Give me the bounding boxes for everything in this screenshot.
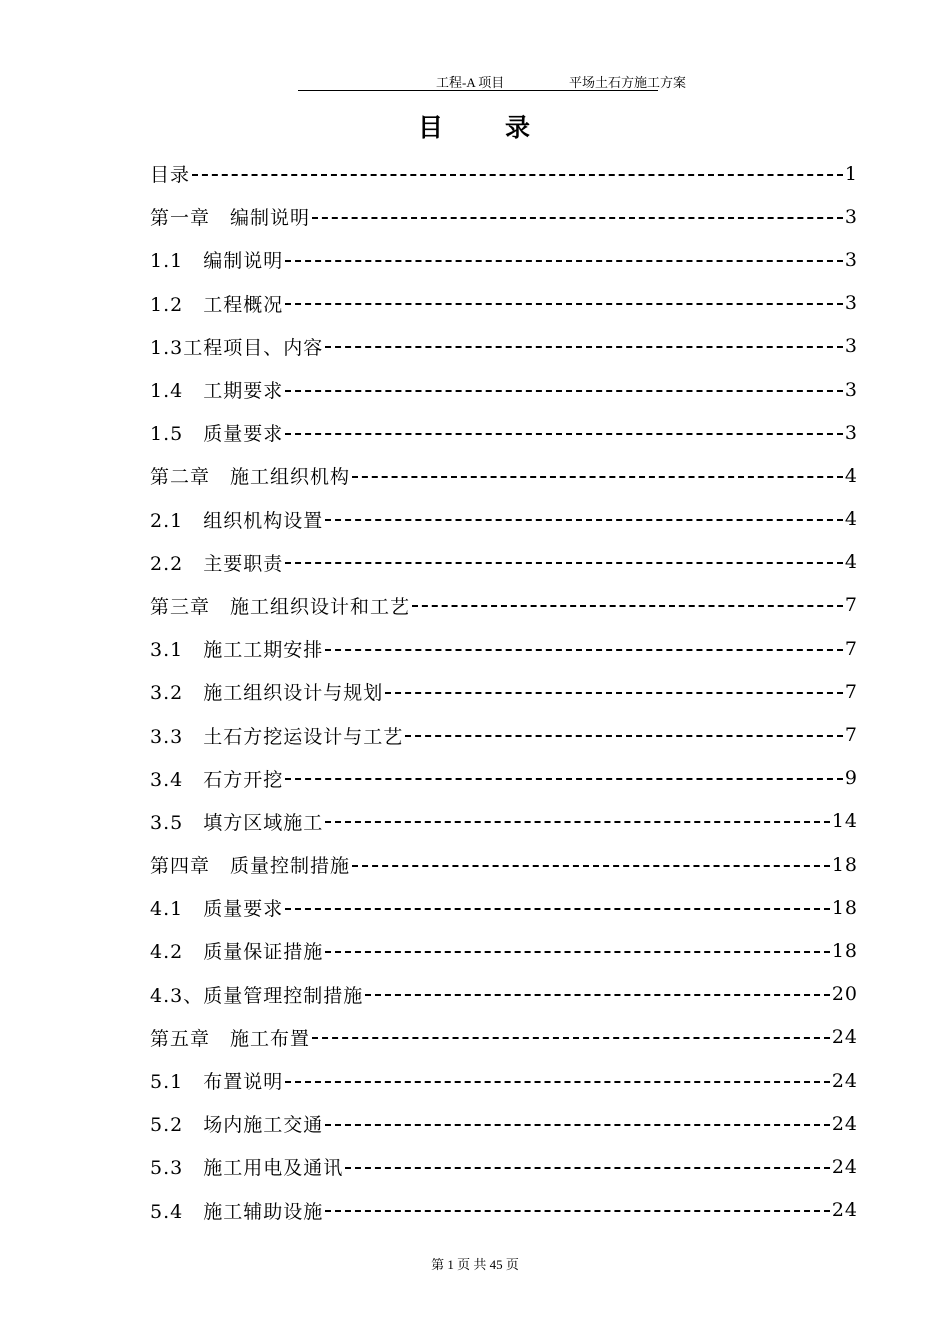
toc-entry[interactable] (150, 325, 858, 368)
toc-leader-line (285, 1081, 830, 1083)
toc-entry-page: 1 (844, 162, 858, 185)
toc-entry-label: 1.5 质量要求 (150, 423, 284, 446)
toc-leader-line (352, 476, 843, 478)
toc-leader-line (285, 778, 843, 780)
toc-entry-page: 3 (844, 248, 858, 271)
toc-entry-page: 24 (831, 1069, 858, 1092)
toc-leader-line (352, 865, 830, 867)
toc-entry-label: 3.5 填方区域施工 (150, 811, 324, 834)
page-footer: 第 1 页 共 45 页 (431, 1257, 519, 1272)
toc-entry-page: 24 (831, 1155, 858, 1178)
toc-entry-label: 第四章 质量控制措施 (150, 855, 351, 878)
toc-entry-label: 3.3 土石方挖运设计与工艺 (150, 725, 404, 748)
toc-entry-label: 1.2 工程概况 (150, 293, 284, 316)
toc-leader-line (325, 821, 830, 823)
toc-entry-label: 目录 (150, 164, 191, 187)
toc-leader-line (412, 605, 843, 607)
toc-entry-page: 3 (844, 292, 858, 315)
toc-leader-line (285, 390, 843, 392)
toc-entry[interactable] (150, 757, 858, 800)
toc-leader-line (285, 562, 843, 564)
toc-entry-label: 第三章 施工组织设计和工艺 (150, 595, 411, 618)
toc-leader-line (405, 735, 843, 737)
toc-entry[interactable] (150, 238, 858, 281)
toc-entry[interactable] (150, 1059, 858, 1102)
toc-leader-line (325, 1124, 830, 1126)
toc-entry-label: 4.3、质量管理控制措施 (150, 984, 364, 1007)
toc-entry-page: 9 (844, 767, 858, 790)
toc-entry-page: 7 (844, 680, 858, 703)
toc-entry[interactable] (150, 454, 858, 497)
toc-entry[interactable] (150, 843, 858, 886)
toc-entry-page: 24 (831, 1026, 858, 1049)
header-project-name: 工程-A 项目 (436, 75, 505, 90)
toc-entry-label: 4.2 质量保证措施 (150, 941, 324, 964)
toc-leader-line (345, 1167, 830, 1169)
toc-entry[interactable] (150, 1145, 858, 1188)
toc-entry[interactable] (150, 152, 858, 195)
toc-entry[interactable] (150, 498, 858, 541)
toc-entry-page: 18 (831, 853, 858, 876)
toc-entry-label: 5.4 施工辅助设施 (150, 1200, 324, 1223)
toc-entry[interactable] (150, 1016, 858, 1059)
toc-entry-page: 18 (831, 896, 858, 919)
toc-leader-line (312, 217, 843, 219)
toc-leader-line (192, 174, 843, 176)
toc-entry[interactable] (150, 584, 858, 627)
toc-entry[interactable] (150, 973, 858, 1016)
toc-entry-label: 1.3工程项目、内容 (150, 336, 324, 359)
toc-entry[interactable] (150, 1102, 858, 1145)
toc-entry[interactable] (150, 1189, 858, 1232)
toc-entry-page: 4 (844, 508, 858, 531)
toc-entry-label: 第五章 施工布置 (150, 1027, 311, 1050)
toc-entry[interactable] (150, 886, 858, 929)
toc-entry-page: 14 (831, 810, 858, 833)
toc-entry[interactable] (150, 627, 858, 670)
toc-entry-label: 5.3 施工用电及通讯 (150, 1157, 344, 1180)
toc-title: 目录 (417, 113, 592, 142)
toc-entry-label: 1.1 编制说明 (150, 250, 284, 273)
toc-entry-label: 1.4 工期要求 (150, 380, 284, 403)
page-header (298, 70, 687, 91)
toc-entry-label: 5.2 场内施工交通 (150, 1114, 324, 1137)
toc-entry[interactable] (150, 929, 858, 972)
toc-leader-line (312, 1037, 830, 1039)
toc-leader-line (285, 303, 843, 305)
toc-entry-page: 3 (844, 205, 858, 228)
toc-leader-line (365, 994, 830, 996)
toc-leader-line (325, 519, 843, 521)
toc-entry[interactable] (150, 670, 858, 713)
toc-entry[interactable] (150, 195, 858, 238)
toc-entry-label: 5.1 布置说明 (150, 1071, 284, 1094)
toc-entry-page: 3 (844, 421, 858, 444)
toc-entry-page: 7 (844, 637, 858, 660)
toc-entry[interactable] (150, 411, 858, 454)
toc-entry-label: 3.1 施工工期安排 (150, 639, 324, 662)
toc-leader-line (285, 433, 843, 435)
toc-leader-line (325, 649, 843, 651)
toc-entry-label: 第一章 编制说明 (150, 207, 311, 230)
toc-entry-label: 3.4 石方开挖 (150, 768, 284, 791)
toc-entry-page: 24 (831, 1112, 858, 1135)
toc-leader-line (325, 346, 843, 348)
toc-entry-page: 20 (831, 983, 858, 1006)
toc-entry-label: 2.1 组织机构设置 (150, 509, 324, 532)
toc-entry-page: 4 (844, 551, 858, 574)
toc-entry-page: 7 (844, 724, 858, 747)
toc-entry-page: 24 (831, 1199, 858, 1222)
toc-entry[interactable] (150, 800, 858, 843)
toc-leader-line (325, 1210, 830, 1212)
toc-entry[interactable] (150, 541, 858, 584)
header-plan-name: 平场土石方施工方案 (569, 75, 687, 90)
toc-entry-label: 2.2 主要职责 (150, 552, 284, 575)
toc-entry-label: 第二章 施工组织机构 (150, 466, 351, 489)
toc-leader-line (285, 260, 843, 262)
table-of-contents (150, 152, 858, 1232)
toc-entry-page: 18 (831, 939, 858, 962)
toc-entry-page: 7 (844, 594, 858, 617)
toc-entry-page: 4 (844, 464, 858, 487)
toc-entry-label: 4.1 质量要求 (150, 898, 284, 921)
toc-leader-line (325, 951, 830, 953)
toc-entry-page: 3 (844, 335, 858, 358)
toc-entry[interactable] (150, 713, 858, 756)
toc-entry-label: 3.2 施工组织设计与规划 (150, 682, 384, 705)
toc-entry-page: 3 (844, 378, 858, 401)
toc-leader-line (385, 692, 843, 694)
toc-leader-line (285, 908, 830, 910)
toc-entry[interactable] (150, 282, 858, 325)
toc-entry[interactable] (150, 368, 858, 411)
